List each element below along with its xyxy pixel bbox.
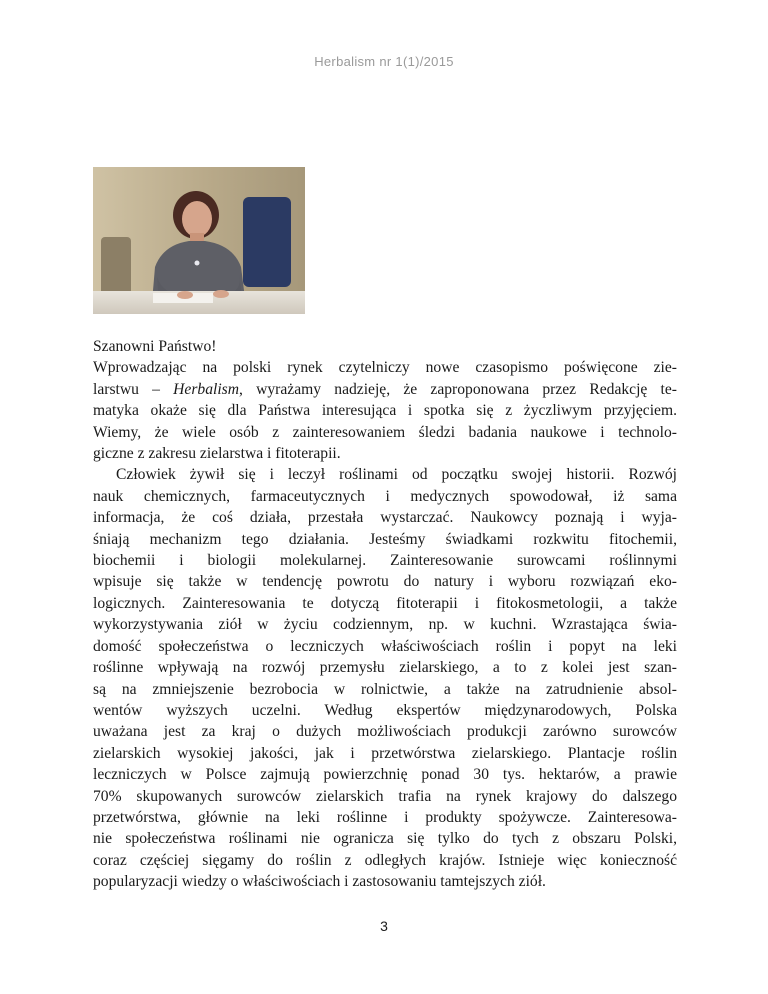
paragraph-2-line: wpisuje się także w tendencję powrotu do natury i wyboru rozwiązań eko- bbox=[93, 573, 677, 591]
paragraph-1-line: larstwu – Herbalism, wyrażamy nadzieję, że zaproponowana przez Redakcję te- bbox=[93, 380, 678, 398]
journal-title-italic: Herbalism bbox=[173, 380, 239, 398]
paragraph-2-line: Człowiek żywił się i leczył roślinami od początku swojej historii. Rozwój bbox=[116, 466, 677, 484]
salutation: Szanowni Państwo! bbox=[93, 338, 217, 355]
paragraph-2-line: zielarskich wysokiej jakości, jak i przetwórstwa zielarskiego. Plantacje roślin bbox=[93, 744, 677, 762]
paragraph-2-line: uważana jest za kraj o dużych możliwościach produkcji zarówno surowców bbox=[93, 723, 677, 741]
portrait-photo-icon bbox=[93, 167, 305, 314]
paragraph-2-line: biochemii i biologii molekularnej. Zainteresowanie surowcami roślinnymi bbox=[93, 552, 677, 570]
paragraph-2-line: leczniczych w Polsce zajmują powierzchnię ponad 30 tys. hektarów, a prawie bbox=[93, 766, 677, 784]
paragraph-2-line: domość społeczeństwa o leczniczych właściwościach roślin i popyt na leki bbox=[93, 637, 677, 655]
article-body bbox=[93, 336, 677, 893]
paragraph-2-line: 70% skupowanych surowców zielarskich trafia na rynek krajowy do dalszego bbox=[93, 787, 677, 805]
running-header: Herbalism nr 1(1)/2015 bbox=[314, 54, 454, 69]
paragraph-2-line: roślinne wpływają na rozwój przemysłu zielarskiego, a to z kolei jest szan- bbox=[93, 659, 677, 677]
paragraph-2-line: nauk chemicznych, farmaceutycznych i medycznych spowodował, iż sama bbox=[93, 487, 677, 505]
paragraph-2-line: wykorzystywania ziół w życiu codziennym, np. w kuchni. Wzrastająca świa- bbox=[93, 616, 677, 634]
paragraph-2-line: nie społeczeństwa roślinami nie ogranicza się tylko do tych z obszaru Polski, bbox=[93, 830, 677, 848]
paragraph-2-line: wentów wyższych uczelni. Według ekspertów międzynarodowych, Polska bbox=[93, 701, 677, 719]
paragraph-2-line: logicznych. Zainteresowania te dotyczą fitoterapii i fitokosmetologii, a także bbox=[93, 594, 677, 612]
paragraph-1-line: giczne z zakresu zielarstwa i fitoterapii. bbox=[93, 445, 341, 463]
page-number: 3 bbox=[380, 918, 388, 934]
paragraph-1-line: Wprowadzając na polski rynek czytelniczy nowe czasopismo poświęcone zie- bbox=[93, 359, 677, 377]
portrait-photo bbox=[93, 167, 305, 314]
paragraph-1-line: matyka okaże się dla Państwa interesująca i spotka się z życzliwym przyjęciem. bbox=[93, 402, 677, 420]
paragraph-1-line: Wiemy, że wiele osób z zainteresowaniem śledzi badania naukowe i technolo- bbox=[93, 423, 677, 441]
paragraph-2-line: informacja, że coś działa, przestała wystarczać. Naukowcy poznają i wyja- bbox=[93, 509, 677, 527]
paragraph-2-line: przetwórstwa, głównie na leki roślinne i produkty spożywcze. Zainteresowa- bbox=[93, 808, 677, 826]
paragraph-2-line: są na zmniejszenie bezrobocia w rolnictwie, a także na zatrudnienie absol- bbox=[93, 680, 677, 698]
paragraph-2-line: śniają mechanizm tego działania. Jesteśmy świadkami rozkwitu fitochemii, bbox=[93, 530, 677, 548]
paragraph-2-line: popularyzacji wiedzy o właściwościach i zastosowaniu tamtejszych ziół. bbox=[93, 873, 546, 891]
paragraph-2-line: coraz częściej sięgamy do roślin z odległych krajów. Istnieje więc konieczność bbox=[93, 851, 677, 869]
